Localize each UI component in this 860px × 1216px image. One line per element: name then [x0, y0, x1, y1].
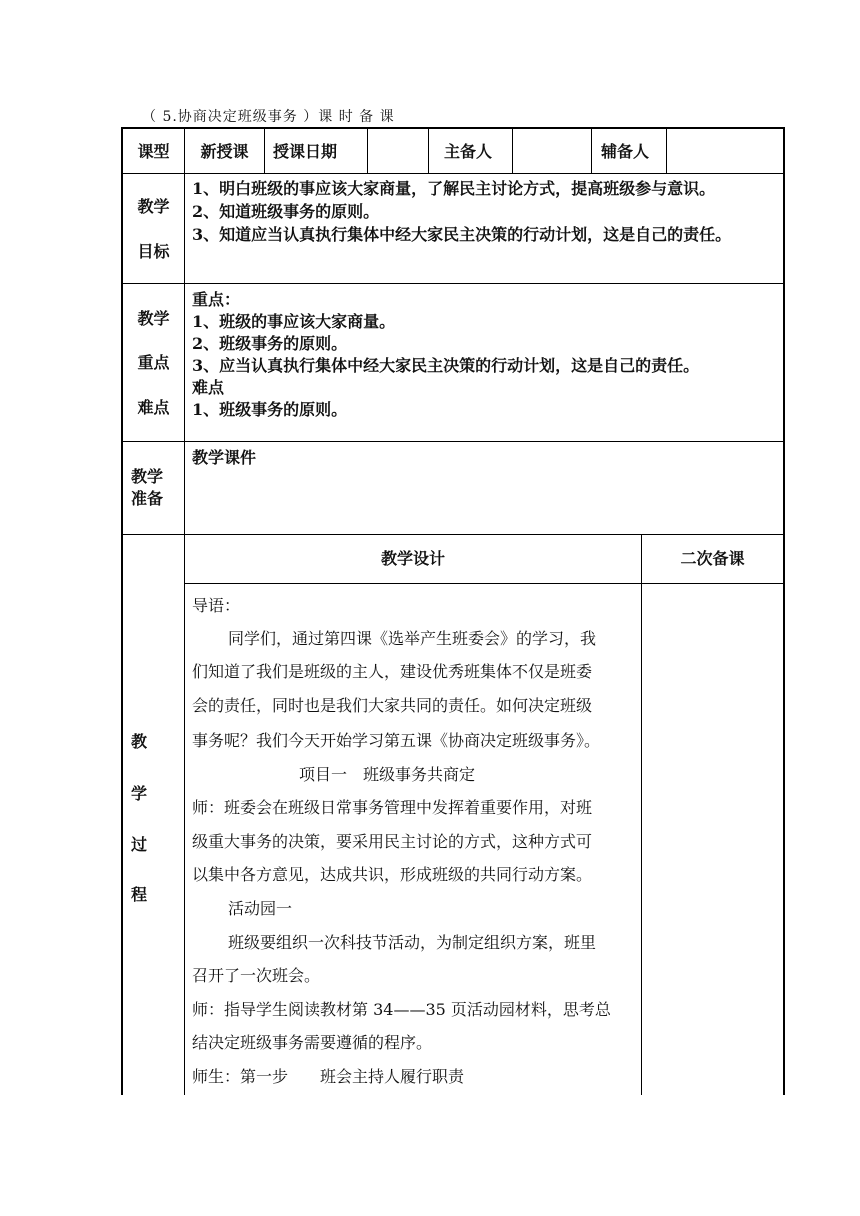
key-label-3: 难点 — [137, 398, 170, 417]
goals-label-1: 教学 — [137, 197, 170, 216]
design-line: 同学们，通过第四课《选举产生班委会》的学习，我 — [228, 629, 597, 648]
lead-label: 主备人 — [444, 142, 493, 161]
design-line: 导语： — [192, 596, 241, 615]
goals-line: 2、知道班级事务的原则。 — [192, 202, 380, 221]
process-label-char: 程 — [131, 885, 148, 904]
table-border-right — [783, 127, 785, 1095]
prep-label-1: 教学 — [131, 467, 164, 486]
design-line: 项目一 班级事务共商定 — [299, 765, 476, 784]
goals-label-2: 目标 — [137, 242, 170, 261]
process-label-char: 过 — [131, 835, 148, 854]
col-divider — [591, 127, 592, 173]
key-label-2: 重点 — [137, 353, 170, 372]
key-line: 重点： — [192, 290, 241, 309]
revise-area[interactable] — [643, 585, 782, 1093]
key-line: 难点 — [192, 378, 225, 397]
document-title: （ 5.协商决定班级事务 ）课 时 备 课 — [142, 109, 395, 125]
date-label: 授课日期 — [273, 142, 338, 161]
design-line: 师：班委会在班级日常事务管理中发挥着重要作用，对班 — [192, 798, 593, 817]
prep-value: 教学课件 — [192, 448, 257, 467]
design-line: 以集中各方意见，达成共识，形成班级的共同行动方案。 — [192, 865, 593, 884]
design-line: 会的责任，同时也是我们大家共同的责任。如何决定班级 — [192, 696, 593, 715]
row-divider — [121, 173, 784, 174]
design-line: 结决定班级事务需要遵循的程序。 — [192, 1033, 433, 1052]
design-line: 活动园一 — [228, 899, 293, 918]
design-line: 事务呢？我们今天开始学习第五课《协商决定班级事务》。 — [192, 731, 601, 750]
col-divider — [367, 127, 368, 173]
design-line: 召开了一次班会。 — [192, 966, 321, 985]
table-border-top — [121, 127, 784, 129]
key-line: 1、班级的事应该大家商量。 — [192, 312, 396, 331]
row-divider — [121, 534, 784, 535]
type-label: 课型 — [137, 142, 170, 161]
row-divider — [121, 283, 784, 284]
key-label-1: 教学 — [137, 309, 170, 328]
type-value: 新授课 — [200, 142, 249, 161]
key-line: 1、班级事务的原则。 — [192, 400, 348, 419]
goals-line: 3、知道应当认真执行集体中经大家民主决策的行动计划，这是自己的责任。 — [192, 225, 732, 244]
process-label-char: 教 — [131, 732, 148, 751]
col-divider — [666, 127, 667, 173]
goals-line: 1、明白班级的事应该大家商量，了解民主讨论方式，提高班级参与意识。 — [192, 179, 716, 198]
col-divider — [264, 127, 265, 173]
col-divider — [428, 127, 429, 173]
design-line: 师：指导学生阅读教材第 34——35 页活动园材料，思考总 — [192, 1000, 611, 1019]
assist-label: 辅备人 — [601, 142, 650, 161]
design-line: 级重大事务的决策，要采用民主讨论的方式，这种方式可 — [192, 832, 593, 851]
row-divider — [184, 583, 784, 584]
process-label-char: 学 — [131, 784, 148, 803]
design-header: 教学设计 — [380, 549, 445, 568]
key-line: 2、班级事务的原则。 — [192, 334, 348, 353]
row-divider — [121, 441, 784, 442]
col-divider — [512, 127, 513, 173]
col-divider — [184, 127, 185, 1095]
design-line: 班级要组织一次科技节活动，为制定组织方案，班里 — [228, 933, 597, 952]
design-line: 师生：第一步 班会主持人履行职责 — [192, 1067, 465, 1086]
revise-header: 二次备课 — [680, 549, 745, 568]
col-divider — [641, 534, 642, 1095]
table-border-left — [121, 127, 123, 1095]
key-line: 3、应当认真执行集体中经大家民主决策的行动计划，这是自己的责任。 — [192, 356, 700, 375]
design-line: 们知道了我们是班级的主人，建设优秀班集体不仅是班委 — [192, 662, 593, 681]
prep-label-2: 准备 — [131, 489, 164, 508]
